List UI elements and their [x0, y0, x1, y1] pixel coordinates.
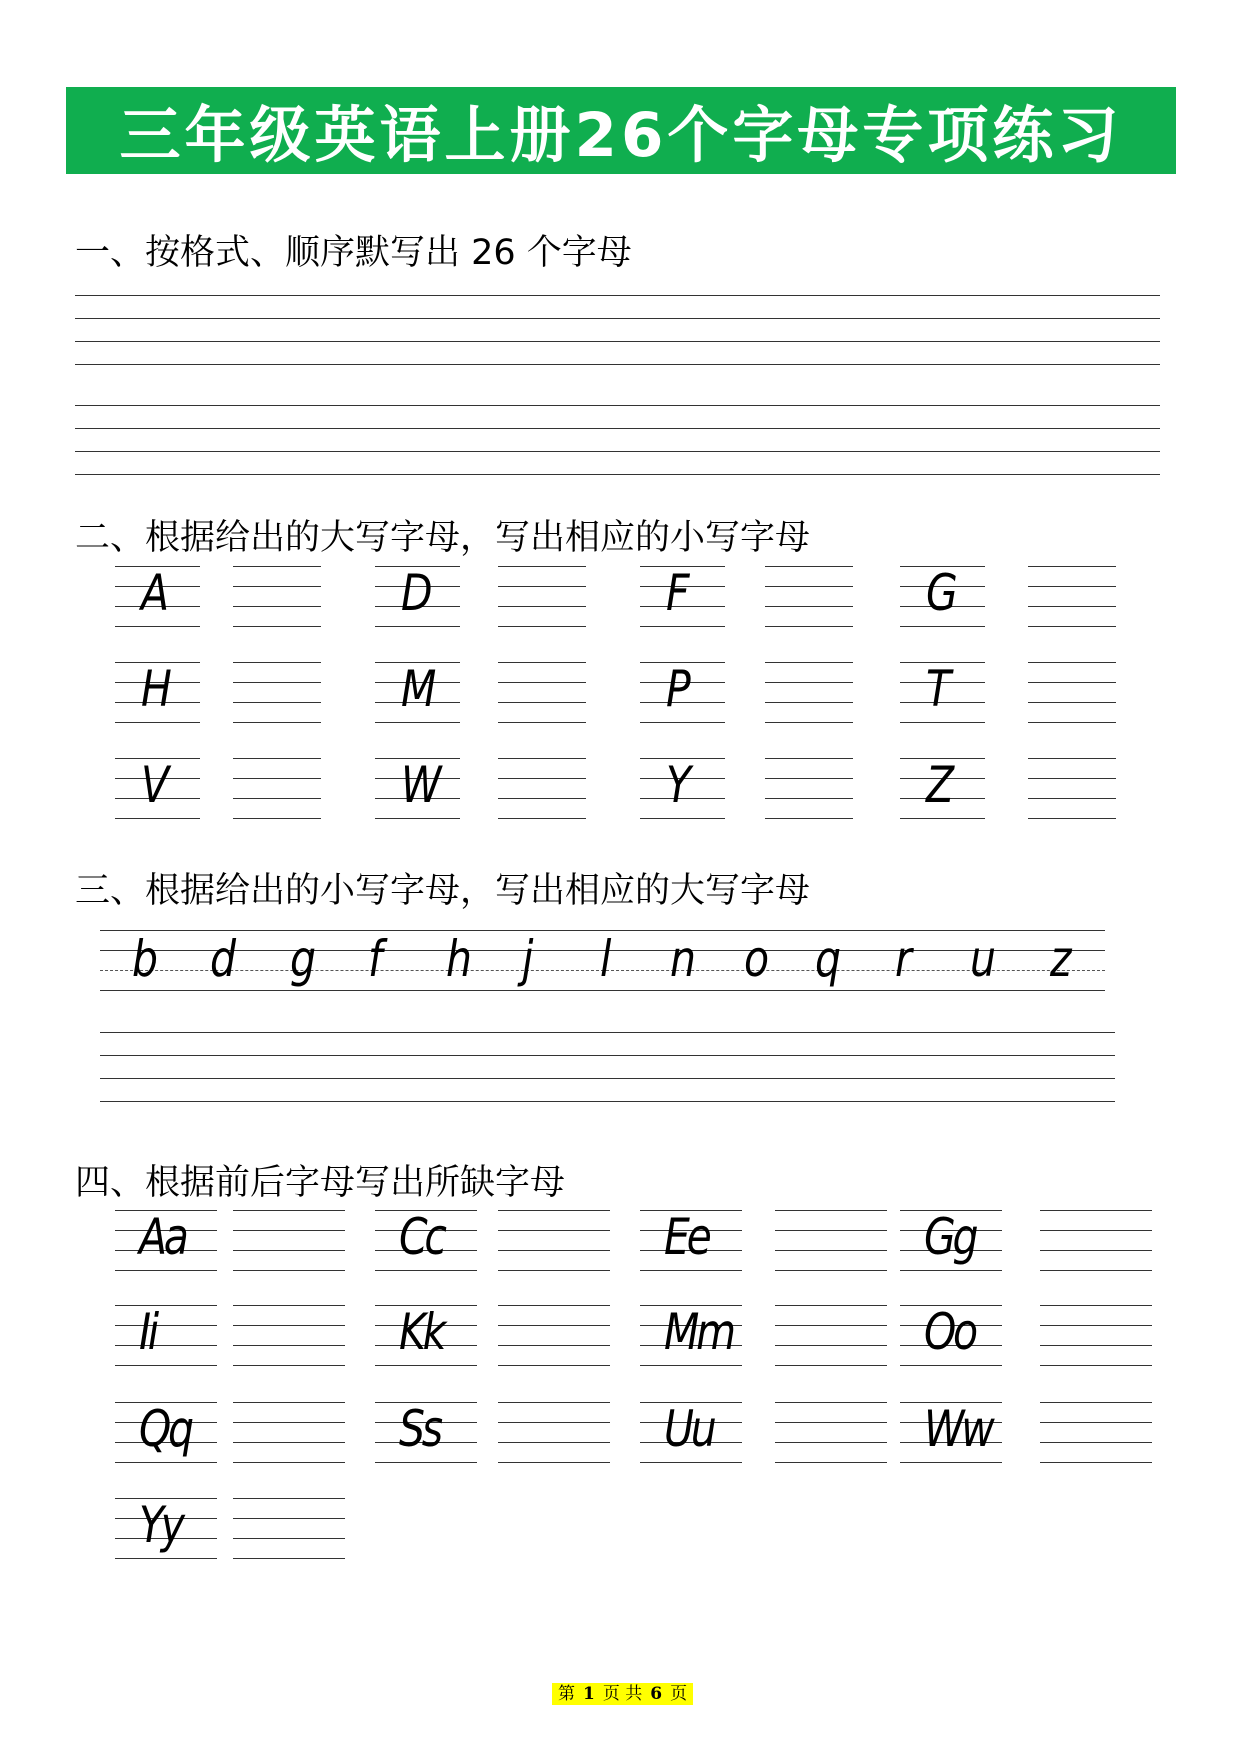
answer-lines	[1028, 722, 1116, 723]
given-uppercase-letter: P	[666, 660, 691, 718]
answer-lines	[1028, 818, 1116, 819]
answer-writing-line	[100, 1032, 1115, 1033]
answer-lines	[765, 778, 853, 779]
answer-lines	[765, 702, 853, 703]
answer-lines	[498, 1345, 610, 1346]
answer-lines	[498, 778, 586, 779]
answer-lines	[1028, 626, 1116, 627]
given-letter-pair: Ss	[399, 1400, 440, 1458]
answer-lines	[233, 626, 321, 627]
given-lowercase-letter: b	[132, 930, 159, 988]
answer-lines	[233, 1518, 345, 1519]
answer-lines	[1040, 1305, 1152, 1306]
answer-lines	[775, 1442, 887, 1443]
answer-lines	[233, 758, 321, 759]
answer-lines	[233, 566, 321, 567]
answer-lines	[775, 1270, 887, 1271]
answer-lines	[1040, 1422, 1152, 1423]
given-lowercase-letter: l	[600, 930, 612, 988]
page-title: 三年级英语上册26个字母专项练习	[119, 100, 1123, 171]
answer-lines	[1028, 758, 1116, 759]
answer-writing-line	[100, 1101, 1115, 1102]
answer-lines	[233, 1538, 345, 1539]
answer-lines	[498, 586, 586, 587]
answer-lines	[498, 1270, 610, 1271]
given-letter-lines	[375, 818, 460, 819]
given-lowercase-letter: d	[210, 930, 237, 988]
given-letter-lines	[640, 626, 725, 627]
answer-lines	[775, 1305, 887, 1306]
answer-lines	[233, 606, 321, 607]
answer-lines	[233, 1345, 345, 1346]
answer-lines	[765, 566, 853, 567]
given-lowercase-letter: o	[744, 930, 770, 988]
answer-lines	[498, 1442, 610, 1443]
given-lowercase-letter: g	[290, 930, 317, 988]
pair-letter-lines	[115, 1270, 217, 1271]
given-uppercase-letter: Z	[926, 756, 955, 814]
given-uppercase-letter: G	[926, 564, 958, 622]
writing-line	[75, 451, 1160, 452]
answer-lines	[233, 1558, 345, 1559]
given-letter-pair: Uu	[664, 1400, 714, 1458]
given-letter-lines	[375, 626, 460, 627]
given-lowercase-letter: n	[670, 930, 696, 988]
footer-suffix: 页	[670, 1684, 688, 1704]
answer-lines	[498, 566, 586, 567]
pair-letter-lines	[640, 1462, 742, 1463]
answer-lines	[1028, 702, 1116, 703]
section4-heading: 四、根据前后字母写出所缺字母	[75, 1163, 566, 1203]
pair-letter-lines	[640, 1270, 742, 1271]
footer-middle: 页 共	[602, 1684, 643, 1704]
pair-letter-lines	[115, 1558, 217, 1559]
answer-lines	[498, 1305, 610, 1306]
title-banner	[66, 87, 1176, 174]
given-letter-lines	[640, 818, 725, 819]
given-lowercase-letter: r	[895, 930, 912, 988]
given-uppercase-letter: W	[401, 756, 442, 814]
answer-lines	[1040, 1345, 1152, 1346]
answer-lines	[765, 758, 853, 759]
answer-lines	[765, 606, 853, 607]
answer-lines	[233, 662, 321, 663]
answer-lines	[498, 798, 586, 799]
pair-letter-lines	[115, 1345, 217, 1346]
pair-letter-lines	[375, 1270, 477, 1271]
answer-lines	[765, 662, 853, 663]
answer-lines	[765, 798, 853, 799]
answer-lines	[765, 722, 853, 723]
given-letter-lines	[375, 722, 460, 723]
answer-lines	[498, 818, 586, 819]
answer-lines	[233, 1402, 345, 1403]
given-uppercase-letter: Y	[666, 756, 692, 814]
answer-lines	[498, 1422, 610, 1423]
given-lowercase-letter: h	[446, 930, 472, 988]
page-footer	[552, 1683, 693, 1705]
answer-lines	[1028, 682, 1116, 683]
answer-lines	[1028, 778, 1116, 779]
answer-lines	[233, 1305, 345, 1306]
answer-lines	[498, 662, 586, 663]
writing-line	[75, 428, 1160, 429]
given-letter-lines	[115, 818, 200, 819]
given-uppercase-letter: V	[141, 756, 170, 814]
answer-lines	[233, 1210, 345, 1211]
given-letter-pair: Ww	[924, 1400, 992, 1458]
answer-lines	[1040, 1230, 1152, 1231]
pair-letter-lines	[115, 1325, 217, 1326]
answer-lines	[233, 1442, 345, 1443]
answer-lines	[1040, 1442, 1152, 1443]
given-letter-lines	[900, 722, 985, 723]
answer-lines	[775, 1325, 887, 1326]
writing-line	[75, 318, 1160, 319]
given-lowercase-letter: z	[1050, 930, 1072, 988]
answer-lines	[233, 682, 321, 683]
answer-lines	[775, 1250, 887, 1251]
pair-letter-lines	[375, 1365, 477, 1366]
answer-lines	[1028, 662, 1116, 663]
writing-line	[75, 474, 1160, 475]
given-uppercase-letter: F	[666, 564, 690, 622]
answer-lines	[233, 1270, 345, 1271]
answer-lines	[1028, 586, 1116, 587]
answer-lines	[233, 1250, 345, 1251]
answer-lines	[775, 1230, 887, 1231]
answer-lines	[498, 702, 586, 703]
pair-letter-lines	[115, 1462, 217, 1463]
writing-line	[75, 341, 1160, 342]
given-letter-lines	[640, 722, 725, 723]
given-uppercase-letter: T	[926, 660, 952, 718]
answer-lines	[1040, 1250, 1152, 1251]
given-letter-pair: Oo	[924, 1303, 975, 1361]
given-uppercase-letter: H	[141, 660, 172, 718]
answer-lines	[233, 1230, 345, 1231]
answer-lines	[498, 1462, 610, 1463]
pair-letter-lines	[115, 1305, 217, 1306]
answer-lines	[1040, 1462, 1152, 1463]
pair-letter-lines	[640, 1365, 742, 1366]
letter-guide-line	[100, 990, 1105, 991]
given-letter-pair: Ee	[664, 1208, 709, 1266]
writing-line	[75, 364, 1160, 365]
answer-lines	[498, 1210, 610, 1211]
given-letter-pair: Yy	[139, 1496, 182, 1554]
answer-lines	[1040, 1325, 1152, 1326]
footer-page-number: 1	[583, 1684, 595, 1704]
answer-lines	[498, 606, 586, 607]
writing-line	[75, 405, 1160, 406]
given-letter-pair: Ii	[139, 1303, 156, 1361]
answer-lines	[233, 778, 321, 779]
answer-lines	[775, 1210, 887, 1211]
answer-lines	[1040, 1270, 1152, 1271]
answer-lines	[233, 1325, 345, 1326]
pair-letter-lines	[900, 1462, 1002, 1463]
given-letter-lines	[115, 722, 200, 723]
answer-lines	[233, 1365, 345, 1366]
answer-lines	[233, 586, 321, 587]
pair-letter-lines	[115, 1365, 217, 1366]
answer-lines	[233, 1498, 345, 1499]
answer-lines	[775, 1365, 887, 1366]
given-letter-lines	[115, 626, 200, 627]
answer-lines	[498, 626, 586, 627]
given-lowercase-letter: q	[815, 930, 842, 988]
answer-lines	[233, 798, 321, 799]
given-letter-pair: Qq	[139, 1400, 191, 1458]
answer-lines	[1028, 798, 1116, 799]
given-letter-pair: Gg	[924, 1208, 976, 1266]
answer-lines	[765, 682, 853, 683]
pair-letter-lines	[375, 1462, 477, 1463]
answer-lines	[1040, 1210, 1152, 1211]
answer-lines	[498, 1250, 610, 1251]
given-letter-lines	[900, 818, 985, 819]
answer-lines	[498, 1365, 610, 1366]
pair-letter-lines	[900, 1270, 1002, 1271]
answer-lines	[765, 626, 853, 627]
answer-lines	[1040, 1365, 1152, 1366]
answer-lines	[775, 1422, 887, 1423]
given-uppercase-letter: A	[141, 564, 170, 622]
given-lowercase-letter: j	[522, 930, 534, 988]
answer-writing-line	[100, 1055, 1115, 1056]
answer-lines	[233, 1462, 345, 1463]
footer-total-pages: 6	[650, 1684, 663, 1704]
answer-lines	[233, 722, 321, 723]
given-letter-lines	[900, 626, 985, 627]
answer-lines	[1040, 1402, 1152, 1403]
section1-heading: 一、按格式、顺序默写出 26 个字母	[75, 233, 632, 273]
answer-lines	[498, 1325, 610, 1326]
given-uppercase-letter: M	[401, 660, 437, 718]
answer-lines	[498, 1230, 610, 1231]
answer-lines	[498, 758, 586, 759]
answer-lines	[775, 1345, 887, 1346]
footer-prefix: 第	[558, 1684, 575, 1704]
given-lowercase-letter: u	[970, 930, 996, 988]
section3-heading: 三、根据给出的小写字母，写出相应的大写字母	[75, 871, 811, 911]
answer-lines	[765, 818, 853, 819]
answer-lines	[498, 1402, 610, 1403]
given-letter-pair: Mm	[664, 1303, 733, 1361]
answer-lines	[233, 1422, 345, 1423]
given-letter-pair: Cc	[399, 1208, 444, 1266]
answer-lines	[1028, 566, 1116, 567]
given-uppercase-letter: D	[401, 564, 433, 622]
given-lowercase-letter: f	[368, 930, 383, 988]
answer-lines	[765, 586, 853, 587]
answer-lines	[498, 682, 586, 683]
answer-writing-line	[100, 1078, 1115, 1079]
given-letter-pair: Aa	[139, 1208, 186, 1266]
pair-letter-lines	[900, 1365, 1002, 1366]
answer-lines	[775, 1462, 887, 1463]
answer-lines	[233, 702, 321, 703]
writing-line	[75, 295, 1160, 296]
answer-lines	[775, 1402, 887, 1403]
answer-lines	[498, 722, 586, 723]
section2-heading: 二、根据给出的大写字母，写出相应的小写字母	[75, 518, 811, 558]
given-letter-pair: Kk	[399, 1303, 444, 1361]
answer-lines	[1028, 606, 1116, 607]
answer-lines	[233, 818, 321, 819]
